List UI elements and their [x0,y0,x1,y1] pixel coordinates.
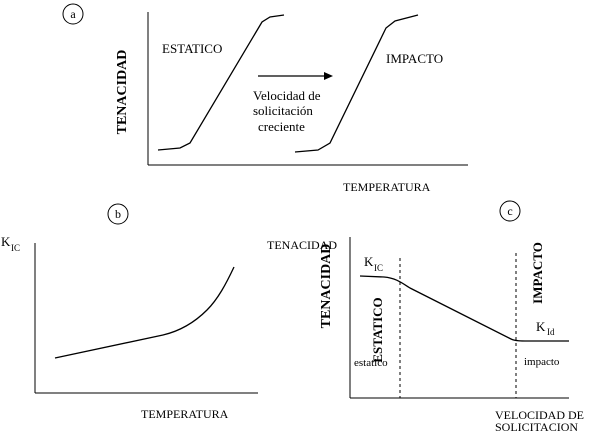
panel-b [1,204,258,421]
panel-c-y-axis-label-inner: TENACIDAD [319,243,334,329]
panel-c-kid-sub: Id [547,327,555,337]
panel-c-y-axis-label-outer: TENACIDAD [267,238,337,252]
panel-a-arrow-text-1: Velocidad de [253,88,321,103]
panel-b-marker: b [115,207,121,221]
panel-a-marker: a [70,7,76,21]
panel-a-arrow-head [324,72,333,80]
panel-c-kid-main: K [536,319,546,334]
panel-b-curve [55,267,234,358]
panel-a-y-axis-label: TENACIDAD [115,49,130,135]
panel-a-arrow-text-2: solicitación [253,103,313,118]
panel-b-y-axis-label-main: K [1,234,11,249]
panel-b-y-axis-label-sub: IC [11,243,20,253]
panel-c-x-axis-label-2: SOLICITACION [495,420,579,433]
panel-a-static-label: ESTATICO [162,41,223,56]
panel-a-x-axis-label: TEMPERATURA [343,180,431,194]
panel-a [63,4,468,194]
panel-b-x-axis-label: TEMPERATURA [141,407,229,421]
panel-c-marker: c [507,204,513,218]
panel-c-x-axis-label-1: VELOCIDAD DE [495,408,584,422]
panel-c-kic-main: K [364,254,374,269]
panel-a-arrow-text-3: creciente [258,119,305,134]
panel-c-impact-label: impacto [524,356,560,368]
panel-c [267,201,584,433]
panel-c-static-vertical-label: ESTATICO [370,297,385,363]
panel-a-impact-curve [295,15,418,152]
panel-a-impact-label: IMPACTO [386,51,444,66]
panel-c-kic-sub: IC [374,263,383,273]
panel-c-static-label: estatico [354,357,388,369]
panel-c-impact-vertical-label: IMPACTO [530,242,545,304]
